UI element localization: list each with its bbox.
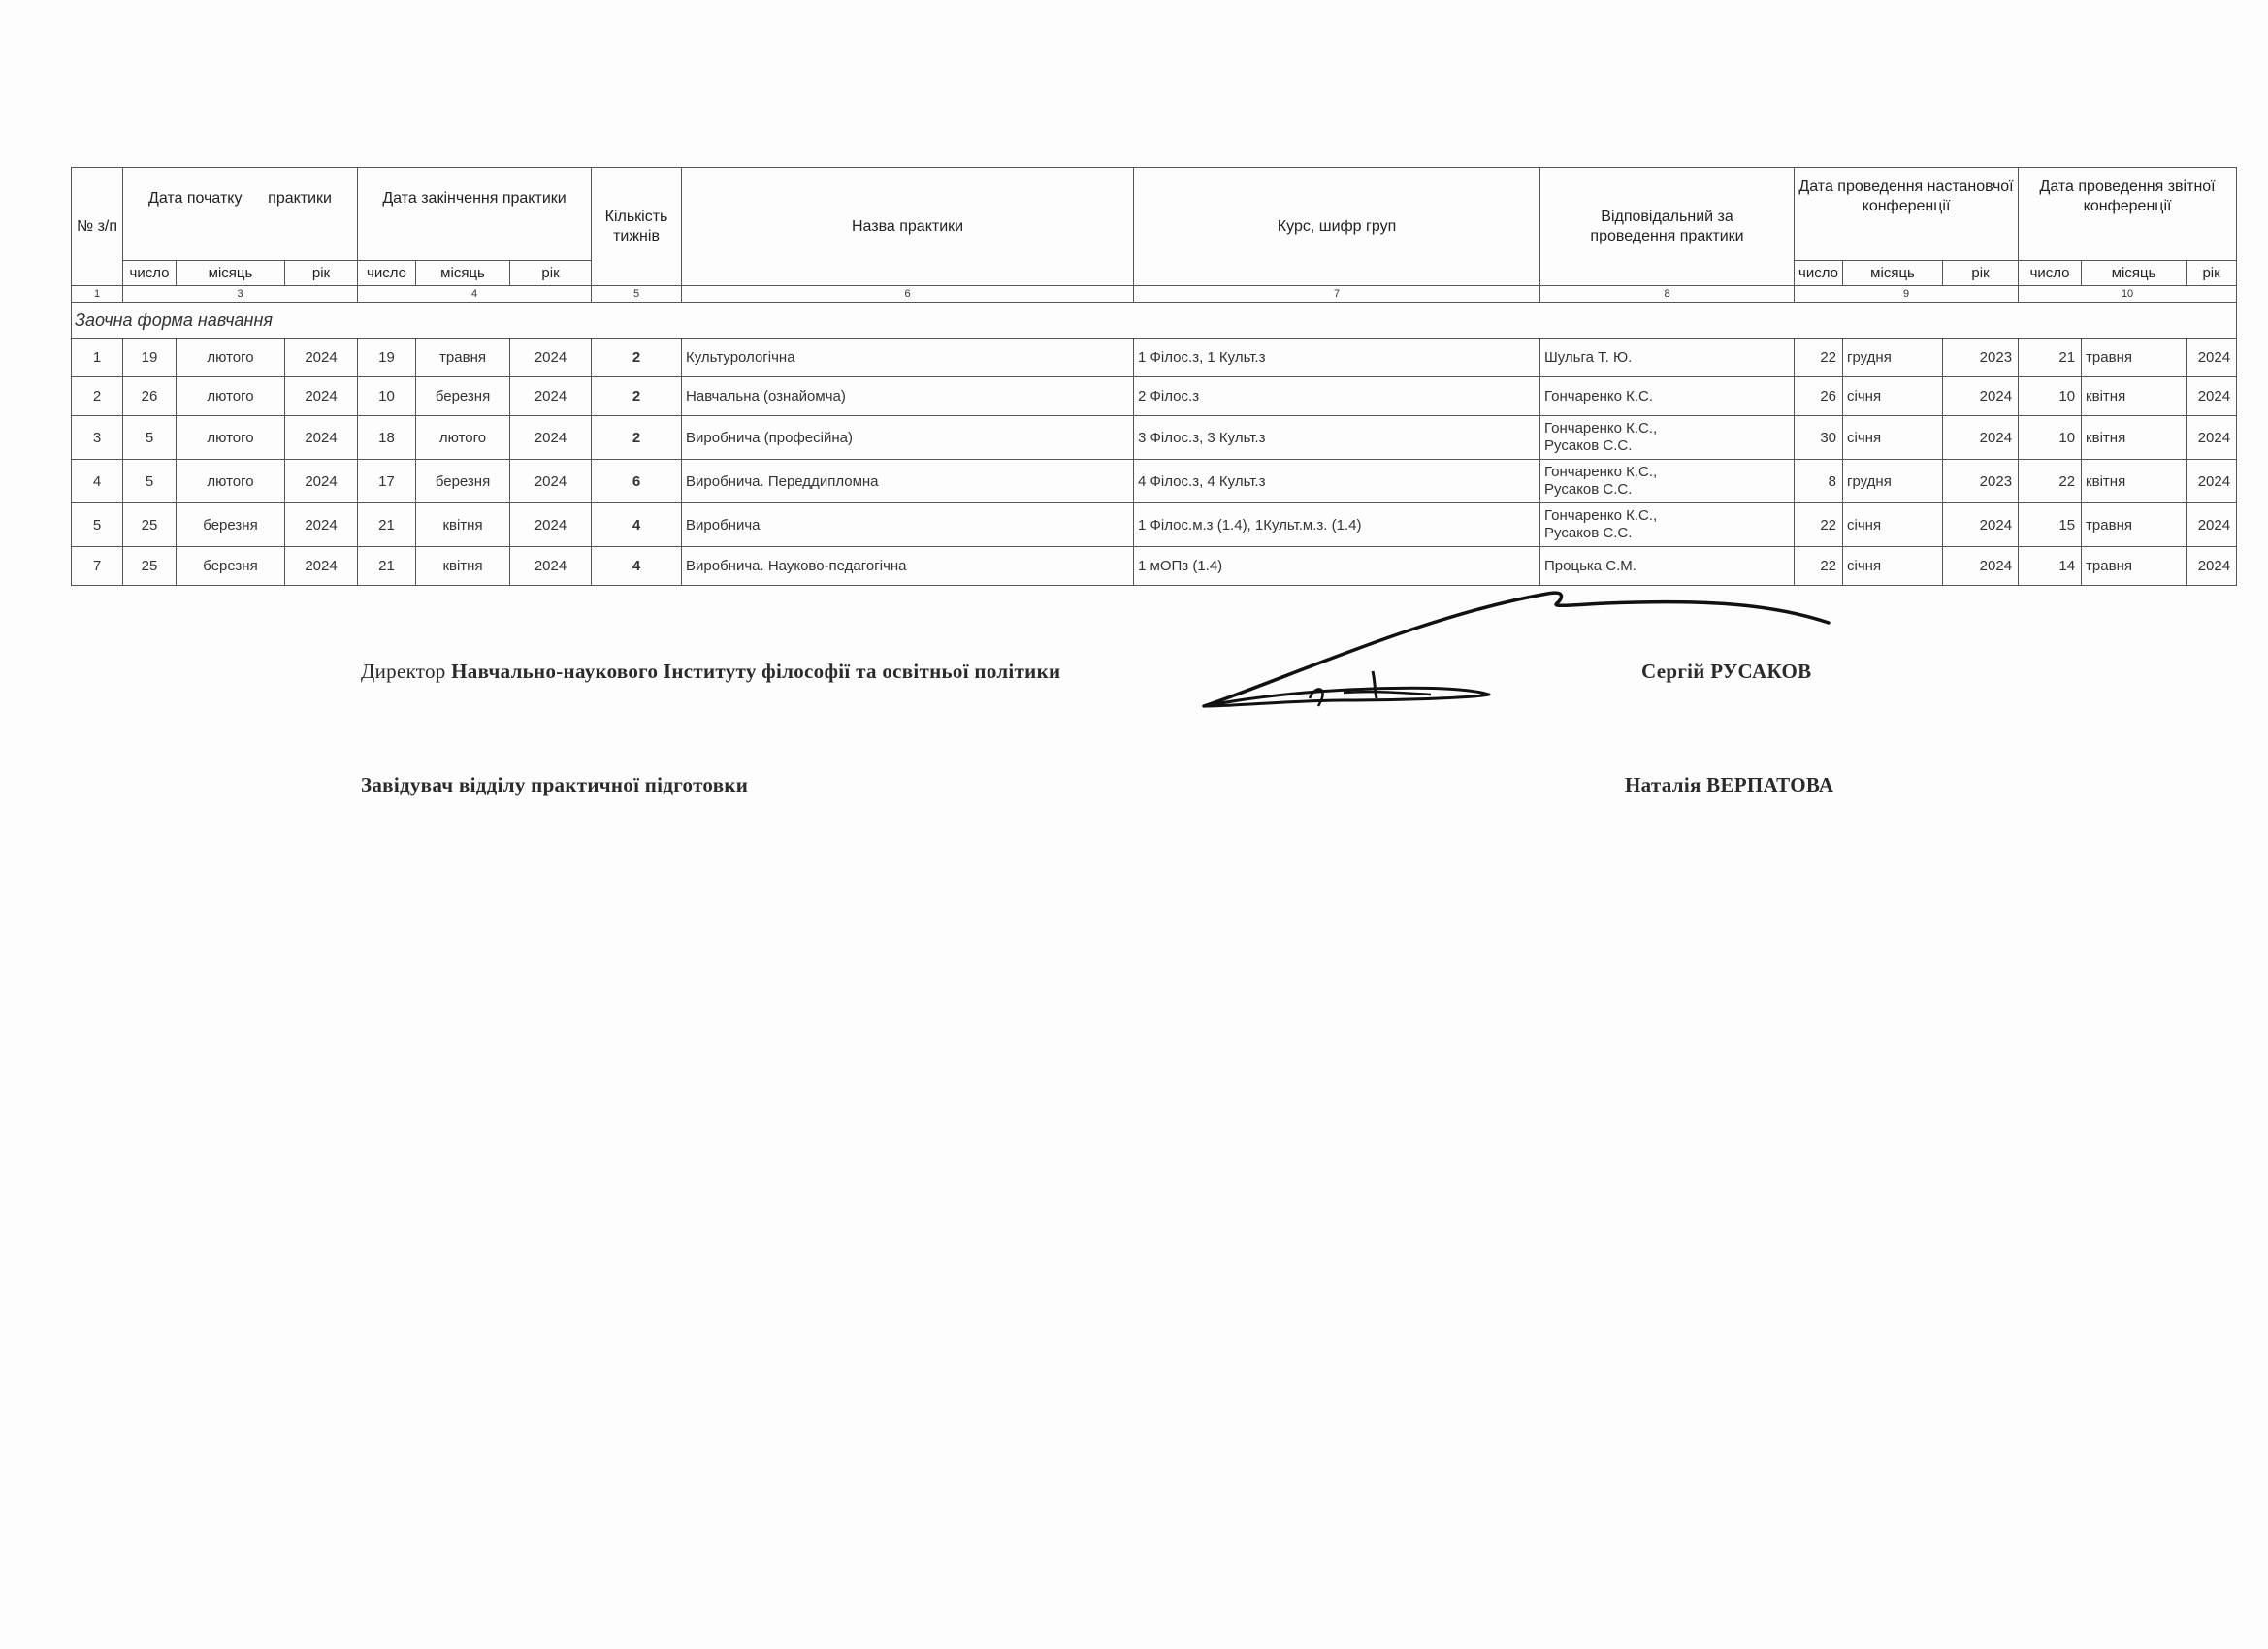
responsible-cell <box>1540 460 1795 503</box>
header-practice-name: Назва практики <box>682 168 1134 286</box>
cell-s-day: 26 <box>123 377 177 416</box>
subheader-month: місяць <box>177 261 285 286</box>
cell-r-month: травня <box>2082 503 2187 547</box>
responsible-cell <box>1540 339 1795 377</box>
column-number: 3 <box>123 286 358 303</box>
subheader-year: рік <box>1943 261 2019 286</box>
cell-num: 4 <box>72 460 123 503</box>
column-number: 7 <box>1134 286 1540 303</box>
cell-i-day: 8 <box>1795 460 1843 503</box>
cell-i-year: 2024 <box>1943 377 2019 416</box>
column-number: 6 <box>682 286 1134 303</box>
responsible-person: Шульга Т. Ю. <box>1544 348 1633 366</box>
cell-weeks: 2 <box>592 377 682 416</box>
subheader-year: рік <box>510 261 592 286</box>
cell-name: Культурологічна <box>682 339 1134 377</box>
cell-weeks: 2 <box>592 339 682 377</box>
cell-e-year: 2024 <box>510 339 592 377</box>
cell-i-year: 2024 <box>1943 416 2019 460</box>
cell-s-month: лютого <box>177 339 285 377</box>
subheader-month: місяць <box>416 261 510 286</box>
responsible-cell <box>1540 377 1795 416</box>
cell-r-day: 10 <box>2019 416 2082 460</box>
cell-e-year: 2024 <box>510 377 592 416</box>
cell-name: Навчальна (ознайомча) <box>682 377 1134 416</box>
table-row <box>72 339 2237 377</box>
responsible-person: Русаков С.С. <box>1544 437 1633 454</box>
cell-r-day: 21 <box>2019 339 2082 377</box>
responsible-person: Гончаренко К.С., <box>1544 464 1658 480</box>
cell-s-year: 2024 <box>285 416 358 460</box>
responsible-person: Гончаренко К.С., <box>1544 507 1658 524</box>
director-title: Навчально-наукового Інституту філософії та освітньої політики <box>451 660 1061 683</box>
cell-i-year: 2024 <box>1943 503 2019 547</box>
cell-s-day: 25 <box>123 547 177 586</box>
cell-i-day: 22 <box>1795 547 1843 586</box>
cell-r-year: 2024 <box>2187 377 2237 416</box>
header-responsible: Відповідальний за проведення практики <box>1540 168 1795 286</box>
head-title: Завідувач відділу практичної підготовки <box>361 773 749 796</box>
cell-s-month: лютого <box>177 460 285 503</box>
cell-e-day: 10 <box>358 377 416 416</box>
director-name: Сергій РУСАКОВ <box>1641 660 1812 683</box>
cell-e-year: 2024 <box>510 503 592 547</box>
responsible-cell <box>1540 547 1795 586</box>
cell-r-year: 2024 <box>2187 547 2237 586</box>
cell-r-month: квітня <box>2082 377 2187 416</box>
cell-r-year: 2024 <box>2187 460 2237 503</box>
cell-i-year: 2024 <box>1943 547 2019 586</box>
header-intro-conference: Дата проведення настановчої конференції <box>1795 168 2019 261</box>
column-number: 4 <box>358 286 592 303</box>
responsible-cell <box>1540 416 1795 460</box>
table-row <box>72 503 2237 547</box>
table-row <box>72 377 2237 416</box>
cell-s-year: 2024 <box>285 547 358 586</box>
responsible-person: Гончаренко К.С. <box>1544 387 1654 404</box>
cell-e-month: березня <box>416 377 510 416</box>
column-number: 8 <box>1540 286 1795 303</box>
header-course: Курс, шифр груп <box>1134 168 1540 286</box>
cell-e-month: квітня <box>416 503 510 547</box>
cell-e-month: квітня <box>416 547 510 586</box>
header-report-conference: Дата проведення звітної конференції <box>2019 168 2237 261</box>
cell-course: 4 Філос.з, 4 Культ.з <box>1134 460 1540 503</box>
cell-i-day: 22 <box>1795 503 1843 547</box>
cell-weeks: 4 <box>592 503 682 547</box>
cell-r-day: 14 <box>2019 547 2082 586</box>
cell-s-month: лютого <box>177 416 285 460</box>
cell-name: Виробнича (професійна) <box>682 416 1134 460</box>
head-name: Наталія ВЕРПАТОВА <box>1625 773 1834 796</box>
subheader-month: місяць <box>2082 261 2187 286</box>
table-row <box>72 460 2237 503</box>
cell-i-year: 2023 <box>1943 339 2019 377</box>
cell-num: 1 <box>72 339 123 377</box>
cell-s-day: 5 <box>123 416 177 460</box>
cell-e-month: лютого <box>416 416 510 460</box>
cell-weeks: 6 <box>592 460 682 503</box>
subheader-year: рік <box>285 261 358 286</box>
section-title: Заочна форма навчання <box>72 303 2237 339</box>
cell-s-month: березня <box>177 503 285 547</box>
cell-course: 1 Філос.з, 1 Культ.з <box>1134 339 1540 377</box>
responsible-cell <box>1540 503 1795 547</box>
cell-num: 7 <box>72 547 123 586</box>
column-number: 5 <box>592 286 682 303</box>
cell-e-year: 2024 <box>510 547 592 586</box>
cell-e-day: 21 <box>358 503 416 547</box>
cell-e-day: 19 <box>358 339 416 377</box>
table-body <box>72 339 2237 586</box>
cell-i-day: 30 <box>1795 416 1843 460</box>
cell-num: 2 <box>72 377 123 416</box>
cell-i-month: грудня <box>1843 460 1943 503</box>
cell-e-month: травня <box>416 339 510 377</box>
cell-num: 5 <box>72 503 123 547</box>
cell-name: Виробнича <box>682 503 1134 547</box>
cell-name: Виробнича. Науково-педагогічна <box>682 547 1134 586</box>
header-end-date: Дата закінчення практики <box>358 168 592 261</box>
subheader-year: рік <box>2187 261 2237 286</box>
cell-course: 1 мОПз (1.4) <box>1134 547 1540 586</box>
cell-s-day: 5 <box>123 460 177 503</box>
table-row <box>72 416 2237 460</box>
section-row <box>72 303 2237 339</box>
header-num: № з/п <box>72 168 123 286</box>
cell-r-day: 22 <box>2019 460 2082 503</box>
cell-r-day: 10 <box>2019 377 2082 416</box>
cell-num: 3 <box>72 416 123 460</box>
column-number: 10 <box>2019 286 2237 303</box>
director-title-line <box>361 660 1060 684</box>
cell-e-year: 2024 <box>510 416 592 460</box>
cell-e-day: 18 <box>358 416 416 460</box>
cell-course: 2 Філос.з <box>1134 377 1540 416</box>
cell-i-day: 26 <box>1795 377 1843 416</box>
cell-e-year: 2024 <box>510 460 592 503</box>
cell-s-year: 2024 <box>285 339 358 377</box>
cell-e-month: березня <box>416 460 510 503</box>
column-number: 1 <box>72 286 123 303</box>
cell-r-month: травня <box>2082 547 2187 586</box>
practice-schedule-table <box>71 167 2237 586</box>
cell-e-day: 21 <box>358 547 416 586</box>
cell-i-month: січня <box>1843 416 1943 460</box>
cell-r-year: 2024 <box>2187 503 2237 547</box>
cell-weeks: 2 <box>592 416 682 460</box>
subheader-month: місяць <box>1843 261 1943 286</box>
responsible-person: Русаков С.С. <box>1544 481 1633 498</box>
cell-course: 1 Філос.м.з (1.4), 1Культ.м.з. (1.4) <box>1134 503 1540 547</box>
cell-r-month: квітня <box>2082 460 2187 503</box>
cell-s-month: лютого <box>177 377 285 416</box>
director-prefix: Директор <box>361 660 452 683</box>
cell-r-month: квітня <box>2082 416 2187 460</box>
cell-s-day: 19 <box>123 339 177 377</box>
cell-i-month: січня <box>1843 377 1943 416</box>
column-number-row <box>72 286 2237 303</box>
responsible-person: Русаков С.С. <box>1544 525 1633 541</box>
cell-s-day: 25 <box>123 503 177 547</box>
subheader-day: число <box>2019 261 2082 286</box>
subheader-day: число <box>123 261 177 286</box>
cell-course: 3 Філос.з, 3 Культ.з <box>1134 416 1540 460</box>
cell-r-month: травня <box>2082 339 2187 377</box>
cell-i-day: 22 <box>1795 339 1843 377</box>
cell-r-year: 2024 <box>2187 416 2237 460</box>
cell-i-month: грудня <box>1843 339 1943 377</box>
responsible-person: Гончаренко К.С., <box>1544 420 1658 436</box>
header-weeks: Кількість тижнів <box>592 168 682 286</box>
column-number: 9 <box>1795 286 2019 303</box>
cell-i-month: січня <box>1843 547 1943 586</box>
header-start-date: Дата початку практики <box>123 168 358 261</box>
handwritten-signature <box>1198 582 1838 718</box>
subheader-day: число <box>358 261 416 286</box>
responsible-person: Процька С.М. <box>1544 557 1636 574</box>
subheader-day: число <box>1795 261 1843 286</box>
cell-s-year: 2024 <box>285 460 358 503</box>
cell-weeks: 4 <box>592 547 682 586</box>
cell-i-year: 2023 <box>1943 460 2019 503</box>
cell-s-year: 2024 <box>285 377 358 416</box>
cell-s-month: березня <box>177 547 285 586</box>
cell-name: Виробнича. Переддипломна <box>682 460 1134 503</box>
table-row <box>72 547 2237 586</box>
cell-s-year: 2024 <box>285 503 358 547</box>
cell-r-day: 15 <box>2019 503 2082 547</box>
cell-e-day: 17 <box>358 460 416 503</box>
cell-r-year: 2024 <box>2187 339 2237 377</box>
cell-i-month: січня <box>1843 503 1943 547</box>
